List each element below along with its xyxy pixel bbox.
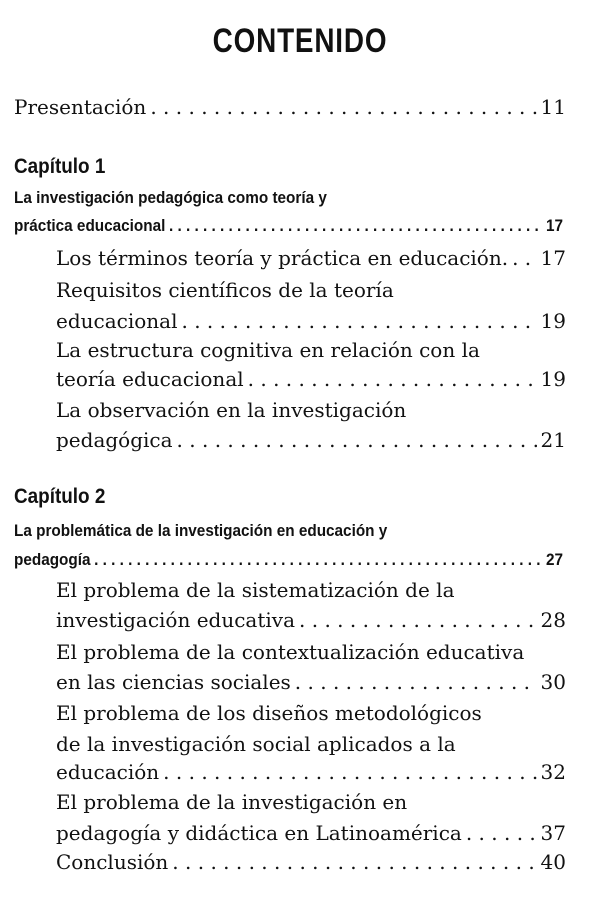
entry-page: 40 [540, 850, 566, 874]
dot-leader [172, 848, 536, 876]
entry-label-line: El problema de la investigación en [56, 790, 408, 814]
chapter-title-line: pedagogía [14, 550, 91, 569]
entry-label-line: Requisitos científicos de la teoría [56, 278, 394, 302]
entry-label: teoría educacional [56, 367, 244, 391]
toc-entry[interactable] [56, 848, 566, 876]
entry-page: 17 [545, 216, 563, 235]
entry-label: Conclusión [56, 850, 169, 874]
entry-page: 21 [540, 428, 566, 452]
toc-entry-presentacion[interactable] [14, 93, 566, 121]
entry-page: 17 [540, 246, 566, 270]
entry-label-line: El problema de los diseños metodológicos [56, 701, 482, 725]
toc-entry[interactable] [56, 819, 566, 847]
toc-entry-chapter-2[interactable] [14, 546, 563, 574]
dot-leader [512, 244, 536, 272]
chapter-title-line: La investigación pedagógica como teoría y [14, 188, 327, 207]
entry-page: 27 [545, 550, 563, 569]
dot-leader [150, 93, 536, 121]
chapter-heading: Capítulo 2 [14, 485, 106, 508]
entry-label: en las ciencias sociales [56, 670, 291, 694]
entry-label: educación [56, 760, 160, 784]
entry-page: 19 [540, 367, 566, 391]
dot-leader [299, 606, 537, 634]
dot-leader [248, 365, 537, 393]
entry-label-line: de la investigación social aplicados a la [56, 732, 456, 756]
entry-label: investigación educativa [56, 608, 296, 632]
entry-page: 19 [540, 309, 566, 333]
dot-leader [94, 546, 542, 574]
toc-entry[interactable] [56, 668, 566, 696]
chapter-heading: Capítulo 1 [14, 155, 106, 178]
entry-label-line: El problema de la contextualización educativa [56, 640, 525, 664]
entry-label-line: La estructura cognitiva en relación con la [56, 338, 480, 362]
dot-leader [177, 426, 537, 454]
entry-page: 30 [540, 670, 566, 694]
chapter-title-line: práctica educacional [14, 216, 166, 235]
entry-label: Presentación [14, 95, 147, 119]
chapter-title-line: La problemática de la investigación en educación y [14, 521, 388, 540]
entry-label: pedagógica [56, 428, 173, 452]
toc-entry[interactable] [56, 365, 566, 393]
entry-label-line: La observación en la investigación [56, 398, 407, 422]
toc-entry[interactable] [56, 426, 566, 454]
entry-page: 37 [540, 821, 566, 845]
entry-label: educacional [56, 309, 178, 333]
entry-page: 28 [540, 608, 566, 632]
dot-leader [169, 212, 542, 240]
dot-leader [466, 819, 537, 847]
dot-leader [181, 307, 536, 335]
toc-entry[interactable] [56, 307, 566, 335]
entry-page: 11 [540, 95, 566, 119]
toc-entry[interactable] [56, 606, 566, 634]
entry-page: 32 [540, 760, 566, 784]
entry-label-line: El problema de la sistematización de la [56, 578, 455, 602]
dot-leader [295, 668, 537, 696]
toc-entry[interactable] [56, 758, 566, 786]
toc-entry-chapter-1[interactable] [14, 212, 563, 240]
toc-entry[interactable] [56, 244, 566, 272]
entry-label: Los términos teoría y práctica en educación. [56, 246, 509, 270]
entry-label: pedagogía y didáctica en Latinoamérica [56, 821, 462, 845]
page-title: CONTENIDO [212, 22, 388, 60]
dot-leader [163, 758, 536, 786]
